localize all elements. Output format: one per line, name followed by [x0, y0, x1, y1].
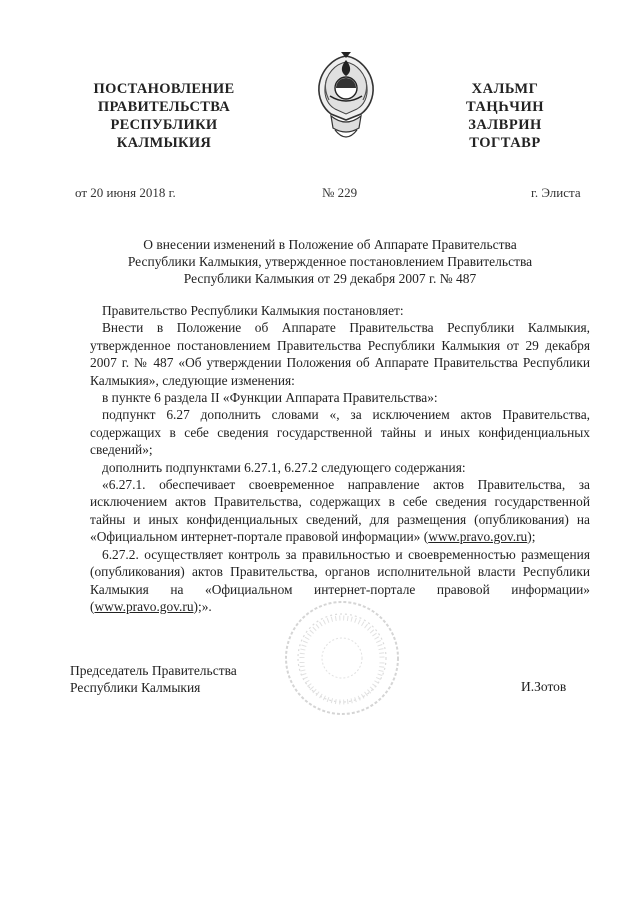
paragraph: 6.27.2. осуществляет контроль за правильностью и своевременностью размещения (опубликования) актов Правительства, органов исполнительной власти Республики Калмыкия на «Официальном интернет-портале правовой информации» (www.pravo.gov.ru);».: [90, 546, 590, 614]
document-body: [90, 302, 590, 615]
title-line: О внесении изменений в Положение об Аппарате Правительства: [143, 237, 517, 252]
signature-line: Председатель Правительства: [70, 663, 237, 678]
header-line: КАЛМЫКИЯ: [116, 135, 212, 151]
signature-title: [70, 662, 237, 696]
pravo-link[interactable]: www.pravo.gov.ru: [94, 598, 194, 614]
coat-of-arms-kalmykia-icon: [313, 50, 379, 148]
header-line: ЗАЛВРИН: [468, 117, 542, 133]
pravo-link[interactable]: www.pravo.gov.ru: [428, 529, 528, 545]
paragraph: в пункте 6 раздела II «Функции Аппарата Правительства»:: [102, 390, 438, 406]
header-kalmyk: [450, 80, 560, 152]
document-city: г. Элиста: [531, 185, 581, 200]
header-line: ПРАВИТЕЛЬСТВА: [97, 99, 231, 115]
title-line: Республики Калмыкия от 29 декабря 2007 г. № 487: [183, 271, 477, 286]
document-date: от 20 июня 2018 г.: [75, 185, 176, 200]
header-line: ТОГТАВР: [469, 135, 541, 151]
paragraph: подпункт 6.27 дополнить словами «, за исключением актов Правительства, содержащих в себе сведения государственной тайны и иных конфиденциальных сведений»;: [90, 407, 590, 458]
document-number: № 229: [322, 185, 358, 200]
header-line: ХАЛЬМГ: [471, 81, 539, 97]
signatory-name: И.Зотов: [521, 679, 567, 694]
paragraph: Внести в Положение об Аппарате Правительства Республики Калмыкия, утвержденное постановлением Правительства Республики Калмыкия от 29 декабря 2007 г. № 487 «Об утверждении Положения об Аппарате Правительства Республики Калмыкия», следующие изменения:: [90, 320, 590, 388]
header-line: ТАҢҺЧИН: [465, 99, 545, 115]
paragraph: Правительство Республики Калмыкия постановляет:: [102, 303, 404, 318]
paragraph: дополнить подпунктами 6.27.1, 6.27.2 следующего содержания:: [102, 459, 466, 475]
document-title: [90, 236, 570, 287]
header-russian: [78, 80, 250, 152]
paragraph: «6.27.1. обеспечивает своевременное направление актов Правительства, за исключением актов Правительства, содержащих в себе сведения государственной тайны и иных конфиденциальных сведений, для размещения (опубликования) на «Официальном интернет-портале правовой информации» (www.pravo.gov.ru);: [90, 477, 590, 545]
signature-line: Республики Калмыкия: [70, 680, 201, 695]
header-line: ПОСТАНОВЛЕНИЕ: [93, 81, 235, 97]
header-line: РЕСПУБЛИКИ: [110, 117, 218, 133]
title-line: Республики Калмыкия, утвержденное постановлением Правительства: [127, 254, 533, 269]
official-seal-stamp-icon: [282, 598, 402, 718]
